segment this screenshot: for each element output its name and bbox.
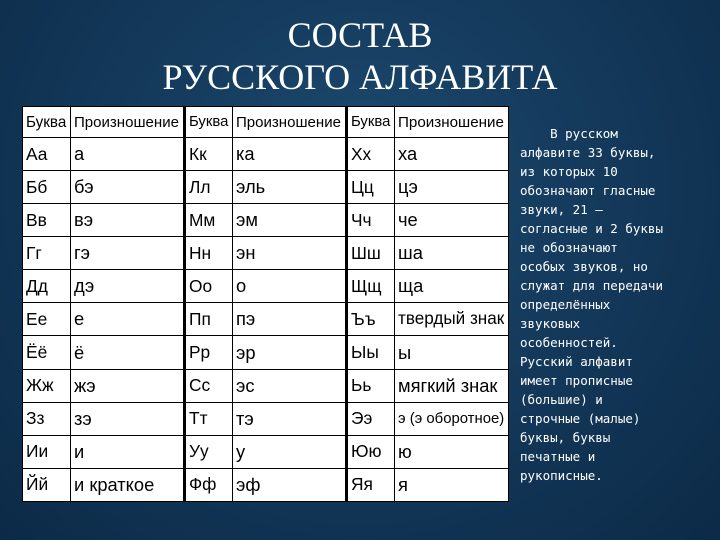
header-letter: Буква: [185, 107, 233, 138]
pronunciation-cell: гэ: [71, 237, 185, 270]
table-row: [23, 237, 509, 270]
pronunciation-cell: твердый знак: [395, 303, 509, 336]
letter-cell: Жж: [23, 369, 71, 402]
table-row: [23, 204, 509, 237]
pronunciation-cell: я: [395, 468, 509, 501]
letter-cell: Мм: [185, 204, 233, 237]
header-pronunciation: Произношение: [395, 107, 509, 138]
pronunciation-cell: вэ: [71, 204, 185, 237]
slide-title-line-1: СОСТАВ: [287, 15, 433, 55]
slide-title-line-2: РУССКОГО АЛФАВИТА: [162, 57, 558, 97]
pronunciation-cell: ша: [395, 237, 509, 270]
pronunciation-cell: тэ: [233, 402, 347, 435]
letter-cell: Ъъ: [347, 303, 395, 336]
table-row: [23, 303, 509, 336]
slide-title: [0, 14, 720, 98]
pronunciation-cell: эль: [233, 171, 347, 204]
table-row: [23, 171, 509, 204]
letter-cell: Бб: [23, 171, 71, 204]
letter-cell: Цц: [347, 171, 395, 204]
letter-cell: Оо: [185, 270, 233, 303]
pronunciation-cell: ю: [395, 435, 509, 468]
pronunciation-cell: э (э оборотное): [395, 402, 509, 435]
letter-cell: Пп: [185, 303, 233, 336]
pronunciation-cell: эр: [233, 336, 347, 369]
pronunciation-cell: эн: [233, 237, 347, 270]
pronunciation-cell: ы: [395, 336, 509, 369]
pronunciation-cell: дэ: [71, 270, 185, 303]
letter-cell: Нн: [185, 237, 233, 270]
letter-cell: Щщ: [347, 270, 395, 303]
table-row: [23, 402, 509, 435]
pronunciation-cell: эф: [233, 468, 347, 501]
letter-cell: Вв: [23, 204, 71, 237]
pronunciation-cell: ща: [395, 270, 509, 303]
letter-cell: Лл: [185, 171, 233, 204]
table-body: [23, 138, 509, 502]
alphabet-table: [22, 106, 509, 502]
letter-cell: Юю: [347, 435, 395, 468]
letter-cell: Хх: [347, 138, 395, 171]
table-header-row: [23, 107, 509, 138]
header-letter: Буква: [347, 107, 395, 138]
letter-cell: Сс: [185, 369, 233, 402]
letter-cell: Зз: [23, 402, 71, 435]
letter-cell: Уу: [185, 435, 233, 468]
letter-cell: Шш: [347, 237, 395, 270]
pronunciation-cell: эс: [233, 369, 347, 402]
letter-cell: Гг: [23, 237, 71, 270]
pronunciation-cell: ха: [395, 138, 509, 171]
alphabet-table-container: [22, 106, 508, 502]
pronunciation-cell: зэ: [71, 402, 185, 435]
pronunciation-cell: жэ: [71, 369, 185, 402]
table-row: [23, 138, 509, 171]
header-pronunciation: Произношение: [233, 107, 347, 138]
pronunciation-cell: у: [233, 435, 347, 468]
alphabet-description: В русском алфавите 33 буквы, из которых 10 обозначают гласные звуки, 21 — согласные и 2 буквы не обозначают особых звуков, но служат для передачи определённых звуковых особенностей. Русский алфавит имеет прописные (большие) и строчные (малые) буквы, буквы печатные и рукописные.: [520, 126, 663, 483]
pronunciation-cell: ё: [71, 336, 185, 369]
letter-cell: Ее: [23, 303, 71, 336]
letter-cell: Чч: [347, 204, 395, 237]
letter-cell: Аа: [23, 138, 71, 171]
pronunciation-cell: че: [395, 204, 509, 237]
pronunciation-cell: бэ: [71, 171, 185, 204]
pronunciation-cell: мягкий знак: [395, 369, 509, 402]
letter-cell: Фф: [185, 468, 233, 501]
pronunciation-cell: а: [71, 138, 185, 171]
table-row: [23, 435, 509, 468]
letter-cell: Рр: [185, 336, 233, 369]
letter-cell: Тт: [185, 402, 233, 435]
table-row: [23, 270, 509, 303]
header-letter: Буква: [23, 107, 71, 138]
letter-cell: Кк: [185, 138, 233, 171]
letter-cell: Ёё: [23, 336, 71, 369]
letter-cell: Ыы: [347, 336, 395, 369]
pronunciation-cell: цэ: [395, 171, 509, 204]
pronunciation-cell: е: [71, 303, 185, 336]
letter-cell: Ии: [23, 435, 71, 468]
header-pronunciation: Произношение: [71, 107, 185, 138]
letter-cell: Яя: [347, 468, 395, 501]
table-row: [23, 336, 509, 369]
table-row: [23, 369, 509, 402]
pronunciation-cell: и краткое: [71, 468, 185, 501]
pronunciation-cell: ка: [233, 138, 347, 171]
table-row: [23, 468, 509, 501]
letter-cell: Дд: [23, 270, 71, 303]
letter-cell: Ьь: [347, 369, 395, 402]
letter-cell: Ээ: [347, 402, 395, 435]
letter-cell: Йй: [23, 468, 71, 501]
pronunciation-cell: о: [233, 270, 347, 303]
pronunciation-cell: и: [71, 435, 185, 468]
pronunciation-cell: пэ: [233, 303, 347, 336]
pronunciation-cell: эм: [233, 204, 347, 237]
